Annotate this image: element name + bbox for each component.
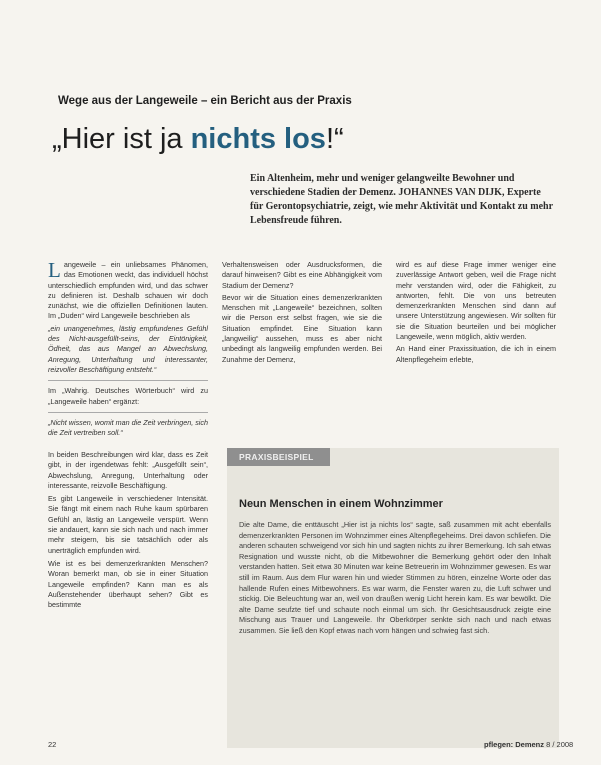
text-column-2 <box>222 260 382 367</box>
article-headline <box>52 122 344 156</box>
paragraph <box>48 260 208 322</box>
headline-highlight: nichts los <box>190 123 326 155</box>
paragraph: wird es auf diese Frage immer weniger eine zuverlässige Antwort geben, weil die Frage nicht mehr verstanden wird, oder die Fähigkeit, zu antworten, fehlt. Die von uns betreuten demenzerkrankten Menschen sind dann auf unsere Unterstützung angewiesen. Wir sollten für sie die Situation beurteilen und bei möglicher Langeweile, wenn möglich, aktiv werden. <box>396 260 556 342</box>
paragraph: Bevor wir die Situation eines demenzerkrankten Menschen mit „Langeweile“ bezeichnen, sollten wir die Person erst selbst fragen, wie sie die Situation empfindet. Eine Situation kann „langweilig“ aussehen, muss es aber nicht unbedingt als langweilig empfunden werden. Bei Zunahme der Demenz, <box>222 292 382 364</box>
paragraph: Es gibt Langeweile in verschiedener Intensität. Sie fängt mit einem nach Ruhe kaum spürbaren Gefühl an, lästig an Langeweile verspürt. Wenn sie andauert, kann sie sich nach und nach immer mehr steigern, bis sie tatsächlich oder als unerträglich empfunden wird. <box>48 494 208 555</box>
box-text <box>239 520 551 637</box>
box-tab-label: PRAXISBEISPIEL <box>227 448 330 466</box>
box-title: Neun Menschen in einem Wohnzimmer <box>239 498 443 510</box>
text-column-1 <box>48 260 208 440</box>
headline-text-start: „Hier ist ja <box>52 123 191 155</box>
paragraph: Wie ist es bei demenzerkrankten Menschen? Woran bemerkt man, ob sie in einer Situation Langeweile empfinden? Kann man es als Außenstehender überhaupt sehen? Gibt es bestimmte <box>48 558 208 610</box>
text-column-3 <box>396 260 556 367</box>
article-kicker: Wege aus der Langeweile – ein Bericht aus der Praxis <box>58 95 352 107</box>
magazine-footer <box>484 740 573 749</box>
duden-quote: „ein unangenehmes, lästig empfundenes Gefühl des Nicht-ausgefüllt-seins, der Eintönigkeit, Ödheit, das aus Mangel an Abwechslung, Anregung, Unterhaltung und interessanter, reizvoller Beschäftigung entsteht.“ <box>48 323 208 374</box>
magazine-issue: 8 / 2008 <box>544 740 574 749</box>
drop-cap: L <box>48 258 61 282</box>
practice-example-box <box>227 448 559 748</box>
paragraph: An Hand einer Praxissituation, die ich in einem Altenpflegeheim erlebte, <box>396 344 556 364</box>
divider <box>48 412 208 413</box>
magazine-name: pflegen: Demenz <box>484 740 545 749</box>
divider <box>48 380 208 381</box>
paragraph: Verhaltensweisen oder Ausdrucksformen, die darauf hinweisen? Gibt es eine Abhängigkeit vom Stadium der Demenz? <box>222 260 382 290</box>
article-lead: Ein Altenheim, mehr und weniger gelangweilte Bewohner und verschiedene Stadien der Demenz. JOHANNES VAN DIJK, Experte für Gerontopsychiatrie, zeigt, wie mehr Aktivität und Kontakt zu mehr Lebensfreude führen. <box>250 173 553 226</box>
paragraph: Im „Wahrig. Deutsches Wörterbuch“ wird zu „Langeweile haben“ ergänzt: <box>48 386 208 406</box>
paragraph-text: angeweile – ein unliebsames Phänomen, das Emotionen weckt, das individuell höchst unterschiedlich empfunden wird, und das schwer zu definieren ist. Deshalb schauen wir doch zunächst, wie die offiziellen Definitionen lauten. Im „Duden“ wird Langeweile beschrieben als <box>48 260 208 321</box>
headline-text-end: !“ <box>325 123 344 155</box>
box-paragraph: Die alte Dame, die enttäuscht „Hier ist ja nichts los“ sagte, saß zusammen mit acht ebenfalls demenzerkrankten Personen im Wohnzimmer eines Altenpflegeheims. Drei davon schliefen. Die anderen schauten schweigend vor sich hin und sagten nichts zu ihrer Bemerkung. Ich sah etwas Resignation und wusste nicht, ob die Mitbewohner die Bemerkung gehört oder den Inhalt verstanden hatten. Seit etwa 30 Minuten war keine Betreuerin im Wohnzimmer gewesen. Es war still im Raum. Aus dem Flur waren hin und wieder Stimmen zu hören, einzelne Worte oder das hallende Rufen eines Mitbewohners. Es war warm, die Fenster waren zu, die Luft schwer und stickig. Die Beleuchtung war an, weil von draußen wenig Licht herein kam. Es war bewölkt. Die alte Dame seufzte tief und schaute noch einmal um sich. Ihr Gesichtsausdruck zeigte eine Mischung aus Trauer und Langeweile. Ihr Oberkörper senkte sich nach und nach etwas zusammen. Sie ließ den Kopf etwas nach vorn hängen und schwieg fast sich. <box>239 520 551 635</box>
text-column-1-lower <box>48 450 208 613</box>
page-number: 22 <box>48 740 57 749</box>
paragraph: In beiden Beschreibungen wird klar, dass es Zeit gibt, in der irgendetwas fehlt: „Ausgefüllt sein“, Abwechslung, Anregung, Unterhaltung oder interessante, reizvolle Beschäftigung. <box>48 450 208 490</box>
wahrig-quote: „Nicht wissen, womit man die Zeit verbringen, sich die Zeit vertreiben soll.“ <box>48 417 208 438</box>
